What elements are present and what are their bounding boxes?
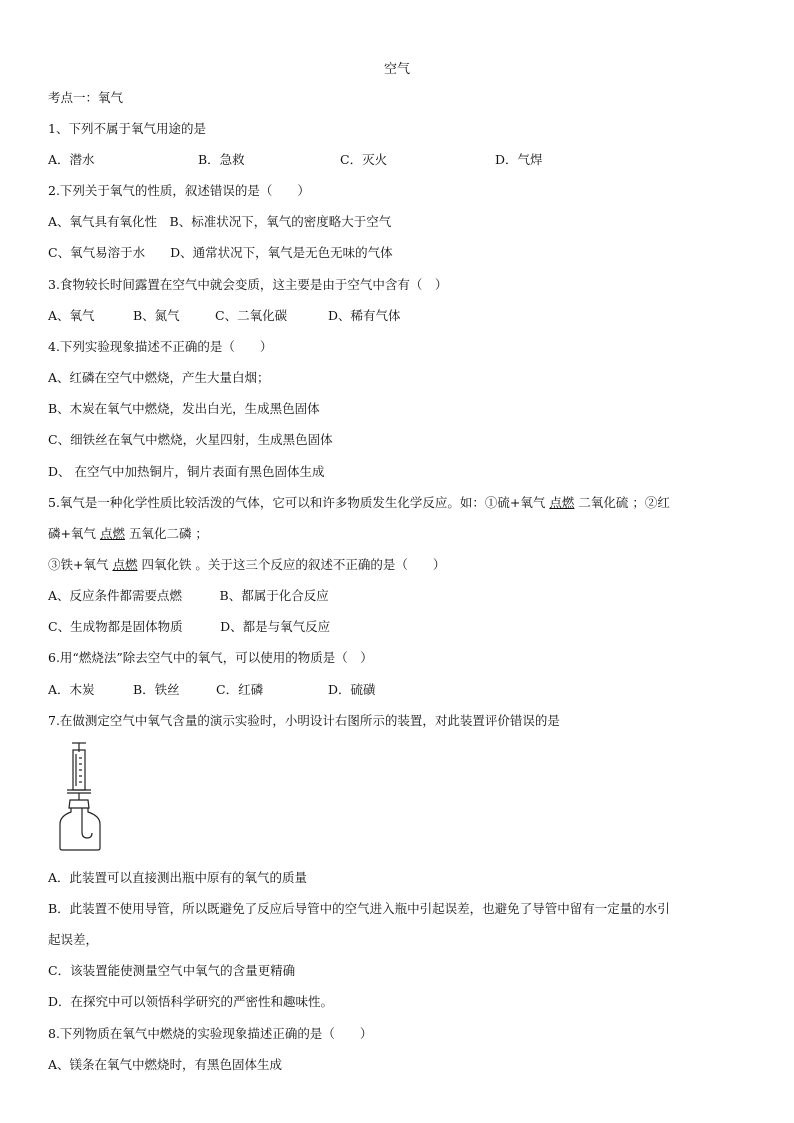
question-6-stem: 6.用“燃烧法”除去空气中的氧气，可以使用的物质是（ ）: [48, 650, 373, 665]
question-8-stem: 8.下列物质在氧气中燃烧的实验现象描述正确的是（ ）: [48, 1026, 373, 1041]
q6-option-c: C．红磷: [216, 682, 264, 697]
q5-text: ③铁+氧气: [48, 557, 113, 572]
q5-text: 5.氧气是一种化学性质比较活泼的气体，它可以和许多物质发生化学反应。如：①硫+氧气: [48, 495, 550, 510]
page-title: 空气: [383, 62, 410, 77]
question-1-stem: 1、下列不属于氧气用途的是: [48, 121, 206, 136]
reaction-condition: 点燃: [99, 526, 125, 541]
q7-option-c: C．该装置能使测量空气中氧气的含量更精确: [48, 963, 296, 978]
q7-option-d: D．在探究中可以领悟科学研究的严密性和趣味性。: [48, 994, 334, 1009]
q2-options-cd: C、氧气易溶于水 D、通常状况下，氧气是无色无味的气体: [48, 245, 393, 260]
q6-option-b: B．铁丝: [133, 682, 180, 697]
experiment-apparatus-image: [58, 740, 120, 852]
q5-text: 四氧化铁 。关于这三个反应的叙述不正确的是（ ）: [137, 557, 446, 572]
q8-option-a: A、镁条在氧气中燃烧时，有黑色固体生成: [48, 1057, 283, 1072]
question-4-stem: 4.下列实验现象描述不正确的是（ ）: [48, 339, 273, 354]
q1-option-c: C．灭火: [340, 152, 388, 167]
q4-option-b: B、木炭在氧气中燃烧，发出白光，生成黑色固体: [48, 401, 320, 416]
section-heading: 考点一：氧气: [48, 90, 124, 105]
question-3-stem: 3.食物较长时间露置在空气中就会变质，这主要是由于空气中含有（ ）: [48, 277, 448, 292]
q1-option-b: B．急救: [198, 152, 245, 167]
q3-option-b: B、氮气: [133, 308, 180, 323]
q3-option-c: C、二氧化碳: [215, 308, 288, 323]
q5-text: 五氧化二磷 ；: [124, 526, 208, 541]
question-7-stem: 7.在做测定空气中氧气含量的演示实验时，小明设计右图所示的装置，对此装置评价错误的是: [48, 713, 560, 728]
q3-option-a: A、氧气: [48, 308, 95, 323]
q5-text: 二氧化硫 ；②红: [574, 495, 670, 510]
q1-option-a: A．潜水: [48, 152, 95, 167]
q7-option-b-line-1: B．此装置不使用导管，所以既避免了反应后导管中的空气进入瓶中引起误差，也避免了导管中留有一定量的水引: [48, 901, 670, 916]
question-5-line-2: [48, 526, 208, 542]
q5-options-cd: C、生成物都是固体物质 D、都是与氧气反应: [48, 619, 331, 634]
q7-option-a: A．此装置可以直接测出瓶中原有的氧气的质量: [48, 870, 308, 885]
q4-option-c: C、细铁丝在氧气中燃烧，火星四射，生成黑色固体: [48, 432, 333, 447]
q1-option-d: D．气焊: [495, 152, 543, 167]
q6-option-d: D．硫磺: [328, 682, 376, 697]
q3-option-d: D、稀有气体: [328, 308, 401, 323]
q6-option-a: A．木炭: [48, 682, 95, 697]
question-5-line-3: [48, 557, 445, 573]
q4-option-a: A、红磷在空气中燃烧，产生大量白烟；: [48, 370, 270, 385]
question-5-line-1: [48, 495, 670, 511]
q7-option-b-line-2: 起误差，: [48, 932, 99, 947]
q5-text: 磷+氧气: [48, 526, 100, 541]
question-2-stem: 2.下列关于氧气的性质，叙述错误的是（ ）: [48, 183, 310, 198]
reaction-condition: 点燃: [549, 495, 575, 510]
q4-option-d: D、 在空气中加热铜片，铜片表面有黑色固体生成: [48, 464, 325, 479]
reaction-condition: 点燃: [112, 557, 138, 572]
q2-options-ab: A、氧气具有氧化性 B、标准状况下，氧气的密度略大于空气: [48, 214, 392, 229]
q5-options-ab: A、反应条件都需要点燃 B、都属于化合反应: [48, 588, 329, 603]
